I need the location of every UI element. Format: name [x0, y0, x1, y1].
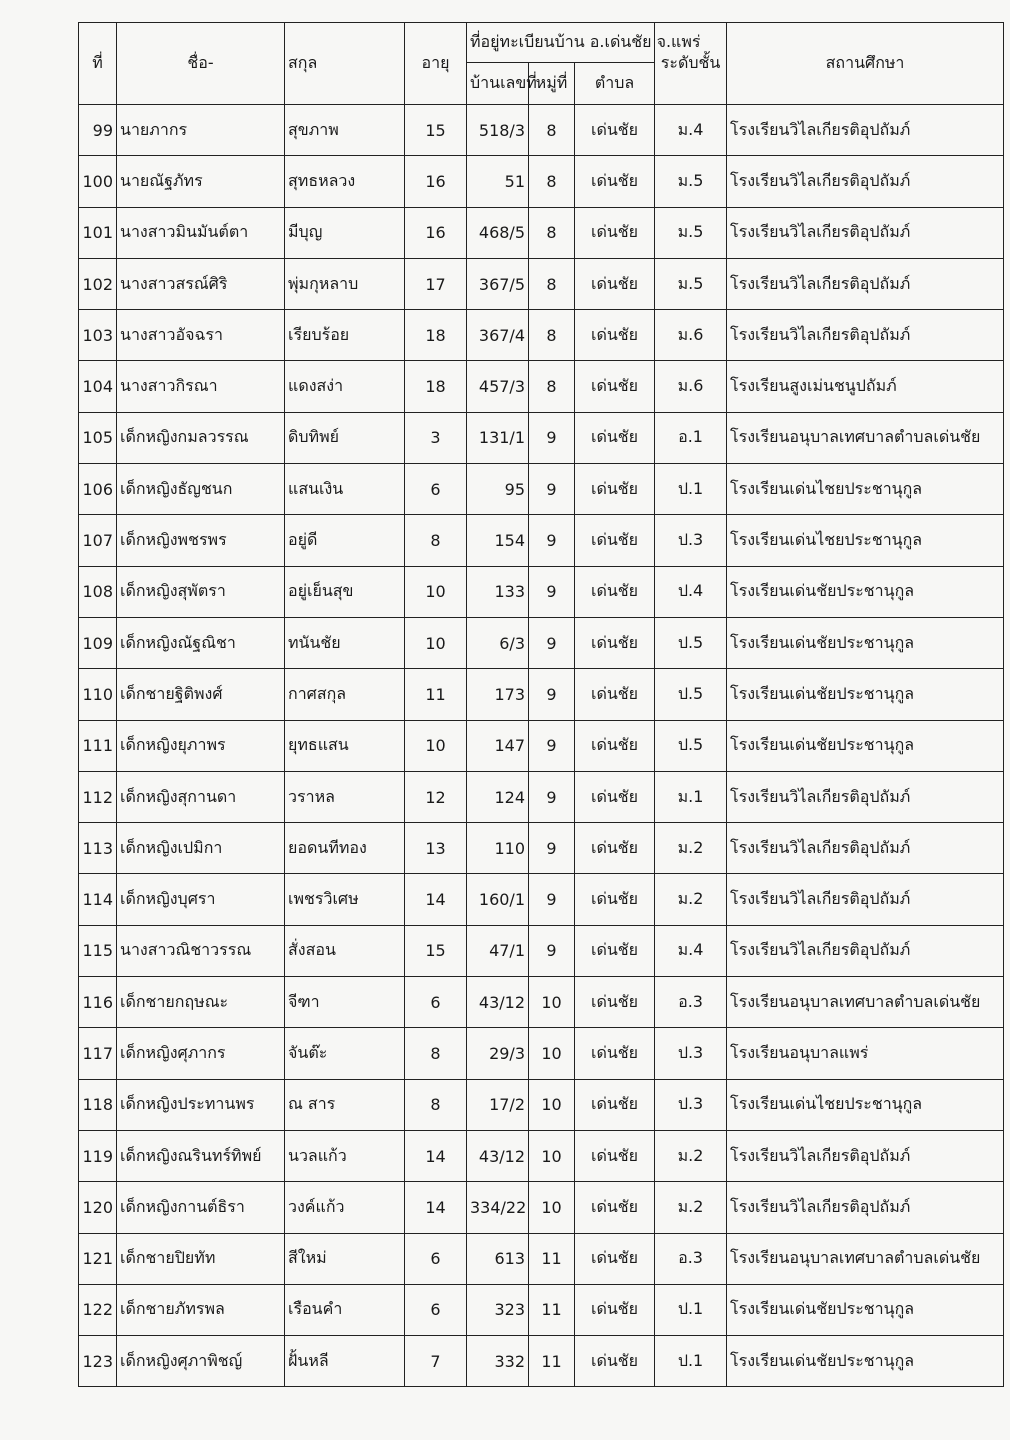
row-number: 111	[79, 720, 117, 771]
school-cell: โรงเรียนเด่นไชยประชานุกูล	[727, 515, 1004, 566]
surname-cell: วงค์แก้ว	[285, 1182, 405, 1233]
house-number-cell: 334/22	[467, 1182, 529, 1233]
house-number-cell: 518/3	[467, 105, 529, 156]
tambon-cell: เด่นชัย	[575, 1182, 655, 1233]
header-school: สถานศึกษา	[727, 23, 1004, 105]
first-name-cell: เด็กหญิงณัฐณิชา	[117, 617, 285, 668]
tambon-cell: เด่นชัย	[575, 207, 655, 258]
table-row	[79, 515, 1004, 566]
school-cell: โรงเรียนเด่นไชยประชานุกูล	[727, 464, 1004, 515]
moo-cell: 11	[529, 1233, 575, 1284]
house-number-cell: 43/12	[467, 1130, 529, 1181]
moo-cell: 11	[529, 1336, 575, 1387]
level-cell: ป.3	[655, 1079, 727, 1130]
age-cell: 10	[405, 617, 467, 668]
table-row	[79, 310, 1004, 361]
tambon-cell: เด่นชัย	[575, 412, 655, 463]
house-number-cell: 613	[467, 1233, 529, 1284]
first-name-cell: นายภากร	[117, 105, 285, 156]
moo-cell: 9	[529, 823, 575, 874]
table-row	[79, 566, 1004, 617]
level-cell: ม.2	[655, 874, 727, 925]
header-tambon: ตำบล	[575, 63, 655, 105]
table-row	[79, 771, 1004, 822]
surname-cell: กาศสกุล	[285, 669, 405, 720]
table-row	[79, 207, 1004, 258]
row-number: 118	[79, 1079, 117, 1130]
age-cell: 8	[405, 1028, 467, 1079]
tambon-cell: เด่นชัย	[575, 310, 655, 361]
table-row	[79, 156, 1004, 207]
level-cell: ม.5	[655, 258, 727, 309]
tambon-cell: เด่นชัย	[575, 925, 655, 976]
table-row	[79, 1284, 1004, 1335]
first-name-cell: เด็กหญิงศุภากร	[117, 1028, 285, 1079]
tambon-cell: เด่นชัย	[575, 1284, 655, 1335]
moo-cell: 9	[529, 464, 575, 515]
level-cell: ม.1	[655, 771, 727, 822]
age-cell: 7	[405, 1336, 467, 1387]
tambon-cell: เด่นชัย	[575, 823, 655, 874]
table-row	[79, 720, 1004, 771]
header-house: บ้านเลขที่	[467, 63, 529, 105]
row-number: 106	[79, 464, 117, 515]
surname-cell: มีบุญ	[285, 207, 405, 258]
level-cell: อ.3	[655, 1233, 727, 1284]
first-name-cell: เด็กชายกฤษณะ	[117, 977, 285, 1028]
age-cell: 3	[405, 412, 467, 463]
level-cell: ม.4	[655, 105, 727, 156]
level-cell: ป.5	[655, 669, 727, 720]
level-cell: ม.6	[655, 310, 727, 361]
surname-cell: ดิบทิพย์	[285, 412, 405, 463]
school-cell: โรงเรียนเด่นชัยประชานุกูล	[727, 617, 1004, 668]
moo-cell: 10	[529, 1028, 575, 1079]
moo-cell: 9	[529, 515, 575, 566]
house-number-cell: 29/3	[467, 1028, 529, 1079]
moo-cell: 8	[529, 156, 575, 207]
level-cell: ป.5	[655, 617, 727, 668]
house-number-cell: 51	[467, 156, 529, 207]
surname-cell: วราหล	[285, 771, 405, 822]
moo-cell: 10	[529, 1079, 575, 1130]
level-cell: ป.1	[655, 1284, 727, 1335]
age-cell: 14	[405, 1130, 467, 1181]
moo-cell: 9	[529, 720, 575, 771]
age-cell: 6	[405, 464, 467, 515]
age-cell: 15	[405, 925, 467, 976]
age-cell: 15	[405, 105, 467, 156]
age-cell: 8	[405, 1079, 467, 1130]
table-row	[79, 1079, 1004, 1130]
table-row	[79, 1336, 1004, 1387]
row-number: 99	[79, 105, 117, 156]
house-number-cell: 110	[467, 823, 529, 874]
row-number: 120	[79, 1182, 117, 1233]
level-cell: อ.3	[655, 977, 727, 1028]
moo-cell: 8	[529, 258, 575, 309]
row-number: 103	[79, 310, 117, 361]
table-row	[79, 1028, 1004, 1079]
level-cell: ม.2	[655, 1182, 727, 1233]
age-cell: 12	[405, 771, 467, 822]
school-cell: โรงเรียนวิไลเกียรติอุปถัมภ์	[727, 207, 1004, 258]
surname-cell: อยู่ดี	[285, 515, 405, 566]
age-cell: 14	[405, 1182, 467, 1233]
school-cell: โรงเรียนวิไลเกียรติอุปถัมภ์	[727, 1182, 1004, 1233]
school-cell: โรงเรียนสูงเม่นชนูปถัมภ์	[727, 361, 1004, 412]
surname-cell: พุ่มกุหลาบ	[285, 258, 405, 309]
surname-cell: ณ สาร	[285, 1079, 405, 1130]
row-number: 107	[79, 515, 117, 566]
school-cell: โรงเรียนวิไลเกียรติอุปถัมภ์	[727, 258, 1004, 309]
header-level: ระดับชั้น	[655, 23, 727, 105]
age-cell: 16	[405, 207, 467, 258]
house-number-cell: 147	[467, 720, 529, 771]
age-cell: 10	[405, 720, 467, 771]
first-name-cell: นางสาวมินมันต์ตา	[117, 207, 285, 258]
header-no: ที่	[79, 23, 117, 105]
row-number: 114	[79, 874, 117, 925]
surname-cell: สุทธหลวง	[285, 156, 405, 207]
row-number: 123	[79, 1336, 117, 1387]
tambon-cell: เด่นชัย	[575, 515, 655, 566]
tambon-cell: เด่นชัย	[575, 1079, 655, 1130]
row-number: 102	[79, 258, 117, 309]
first-name-cell: เด็กหญิงประทานพร	[117, 1079, 285, 1130]
moo-cell: 8	[529, 207, 575, 258]
first-name-cell: เด็กหญิงกมลวรรณ	[117, 412, 285, 463]
age-cell: 18	[405, 361, 467, 412]
row-number: 104	[79, 361, 117, 412]
school-cell: โรงเรียนเด่นชัยประชานุกูล	[727, 720, 1004, 771]
surname-cell: สุขภาพ	[285, 105, 405, 156]
school-cell: โรงเรียนวิไลเกียรติอุปถัมภ์	[727, 105, 1004, 156]
house-number-cell: 95	[467, 464, 529, 515]
school-cell: โรงเรียนวิไลเกียรติอุปถัมภ์	[727, 925, 1004, 976]
surname-cell: เรือนคำ	[285, 1284, 405, 1335]
table-row	[79, 669, 1004, 720]
first-name-cell: เด็กหญิงศุภาพิชญ์	[117, 1336, 285, 1387]
house-number-cell: 332	[467, 1336, 529, 1387]
table-row	[79, 464, 1004, 515]
table-row	[79, 258, 1004, 309]
row-number: 108	[79, 566, 117, 617]
table-row	[79, 925, 1004, 976]
first-name-cell: เด็กชายปิยทัท	[117, 1233, 285, 1284]
tambon-cell: เด่นชัย	[575, 720, 655, 771]
moo-cell: 9	[529, 925, 575, 976]
surname-cell: เรียบร้อย	[285, 310, 405, 361]
tambon-cell: เด่นชัย	[575, 566, 655, 617]
first-name-cell: เด็กหญิงสุพัตรา	[117, 566, 285, 617]
first-name-cell: เด็กชายฐิติพงศ์	[117, 669, 285, 720]
row-number: 121	[79, 1233, 117, 1284]
age-cell: 14	[405, 874, 467, 925]
surname-cell: อยู่เย็นสุข	[285, 566, 405, 617]
surname-cell: นวลแก้ว	[285, 1130, 405, 1181]
house-number-cell: 323	[467, 1284, 529, 1335]
moo-cell: 11	[529, 1284, 575, 1335]
header-age: อายุ	[405, 23, 467, 105]
row-number: 122	[79, 1284, 117, 1335]
first-name-cell: เด็กหญิงยุภาพร	[117, 720, 285, 771]
first-name-cell: เด็กหญิงสุกานดา	[117, 771, 285, 822]
row-number: 110	[79, 669, 117, 720]
level-cell: ป.5	[655, 720, 727, 771]
surname-cell: แดงสง่า	[285, 361, 405, 412]
age-cell: 11	[405, 669, 467, 720]
school-cell: โรงเรียนเด่นชัยประชานุกูล	[727, 566, 1004, 617]
tambon-cell: เด่นชัย	[575, 464, 655, 515]
table-row	[79, 617, 1004, 668]
student-table	[78, 22, 1004, 1387]
surname-cell: สั่งสอน	[285, 925, 405, 976]
moo-cell: 9	[529, 566, 575, 617]
level-cell: ม.6	[655, 361, 727, 412]
surname-cell: ทนันชัย	[285, 617, 405, 668]
moo-cell: 9	[529, 412, 575, 463]
level-cell: ป.4	[655, 566, 727, 617]
house-number-cell: 457/3	[467, 361, 529, 412]
moo-cell: 9	[529, 771, 575, 822]
house-number-cell: 131/1	[467, 412, 529, 463]
house-number-cell: 173	[467, 669, 529, 720]
level-cell: อ.1	[655, 412, 727, 463]
surname-cell: จันต๊ะ	[285, 1028, 405, 1079]
tambon-cell: เด่นชัย	[575, 105, 655, 156]
header-name: ชื่อ-	[117, 23, 285, 105]
moo-cell: 8	[529, 105, 575, 156]
first-name-cell: เด็กหญิงเปมิกา	[117, 823, 285, 874]
level-cell: ม.2	[655, 823, 727, 874]
row-number: 113	[79, 823, 117, 874]
table-row	[79, 874, 1004, 925]
school-cell: โรงเรียนอนุบาลเทศบาลตำบลเด่นชัย	[727, 1233, 1004, 1284]
level-cell: ป.3	[655, 1028, 727, 1079]
level-cell: ป.1	[655, 1336, 727, 1387]
moo-cell: 8	[529, 361, 575, 412]
house-number-cell: 367/4	[467, 310, 529, 361]
moo-cell: 9	[529, 617, 575, 668]
row-number: 109	[79, 617, 117, 668]
surname-cell: แสนเงิน	[285, 464, 405, 515]
table-header	[79, 23, 1004, 105]
level-cell: ม.2	[655, 1130, 727, 1181]
house-number-cell: 124	[467, 771, 529, 822]
table-row	[79, 361, 1004, 412]
tambon-cell: เด่นชัย	[575, 156, 655, 207]
tambon-cell: เด่นชัย	[575, 669, 655, 720]
house-number-cell: 6/3	[467, 617, 529, 668]
tambon-cell: เด่นชัย	[575, 874, 655, 925]
school-cell: โรงเรียนเด่นไชยประชานุกูล	[727, 1079, 1004, 1130]
house-number-cell: 160/1	[467, 874, 529, 925]
tambon-cell: เด่นชัย	[575, 1233, 655, 1284]
first-name-cell: นางสาวสรณ์ศิริ	[117, 258, 285, 309]
first-name-cell: นางสาวอัจฉรา	[117, 310, 285, 361]
age-cell: 13	[405, 823, 467, 874]
first-name-cell: เด็กหญิงธัญชนก	[117, 464, 285, 515]
school-cell: โรงเรียนเด่นชัยประชานุกูล	[727, 669, 1004, 720]
age-cell: 6	[405, 1233, 467, 1284]
tambon-cell: เด่นชัย	[575, 361, 655, 412]
table-row	[79, 1233, 1004, 1284]
surname-cell: ยอดนทีทอง	[285, 823, 405, 874]
house-number-cell: 154	[467, 515, 529, 566]
moo-cell: 10	[529, 1130, 575, 1181]
level-cell: ม.5	[655, 156, 727, 207]
first-name-cell: นายณัฐภัทร	[117, 156, 285, 207]
moo-cell: 9	[529, 669, 575, 720]
school-cell: โรงเรียนอนุบาลเทศบาลตำบลเด่นชัย	[727, 412, 1004, 463]
school-cell: โรงเรียนวิไลเกียรติอุปถัมภ์	[727, 1130, 1004, 1181]
table-body	[79, 105, 1004, 1387]
moo-cell: 10	[529, 1182, 575, 1233]
tambon-cell: เด่นชัย	[575, 617, 655, 668]
row-number: 100	[79, 156, 117, 207]
age-cell: 17	[405, 258, 467, 309]
school-cell: โรงเรียนเด่นชัยประชานุกูล	[727, 1336, 1004, 1387]
table-row	[79, 823, 1004, 874]
school-cell: โรงเรียนอนุบาลแพร่	[727, 1028, 1004, 1079]
tambon-cell: เด่นชัย	[575, 1130, 655, 1181]
age-cell: 6	[405, 1284, 467, 1335]
first-name-cell: นางสาวกิรณา	[117, 361, 285, 412]
level-cell: ม.4	[655, 925, 727, 976]
school-cell: โรงเรียนวิไลเกียรติอุปถัมภ์	[727, 823, 1004, 874]
age-cell: 6	[405, 977, 467, 1028]
header-address: ที่อยู่ทะเบียนบ้าน อ.เด่นชัย จ.แพร่	[467, 23, 655, 63]
tambon-cell: เด่นชัย	[575, 1336, 655, 1387]
house-number-cell: 367/5	[467, 258, 529, 309]
first-name-cell: เด็กหญิงณรินทร์ทิพย์	[117, 1130, 285, 1181]
surname-cell: สีใหม่	[285, 1233, 405, 1284]
header-surname: สกุล	[285, 23, 405, 105]
moo-cell: 10	[529, 977, 575, 1028]
row-number: 116	[79, 977, 117, 1028]
school-cell: โรงเรียนวิไลเกียรติอุปถัมภ์	[727, 310, 1004, 361]
house-number-cell: 43/12	[467, 977, 529, 1028]
house-number-cell: 468/5	[467, 207, 529, 258]
first-name-cell: เด็กหญิงกานต์ธิรา	[117, 1182, 285, 1233]
row-number: 115	[79, 925, 117, 976]
level-cell: ป.1	[655, 464, 727, 515]
tambon-cell: เด่นชัย	[575, 1028, 655, 1079]
house-number-cell: 17/2	[467, 1079, 529, 1130]
house-number-cell: 47/1	[467, 925, 529, 976]
row-number: 112	[79, 771, 117, 822]
table-row	[79, 412, 1004, 463]
row-number: 117	[79, 1028, 117, 1079]
level-cell: ป.3	[655, 515, 727, 566]
first-name-cell: เด็กหญิงพชรพร	[117, 515, 285, 566]
first-name-cell: นางสาวณิชาวรรณ	[117, 925, 285, 976]
house-number-cell: 133	[467, 566, 529, 617]
school-cell: โรงเรียนเด่นชัยประชานุกูล	[727, 1284, 1004, 1335]
row-number: 101	[79, 207, 117, 258]
moo-cell: 8	[529, 310, 575, 361]
age-cell: 10	[405, 566, 467, 617]
age-cell: 18	[405, 310, 467, 361]
tambon-cell: เด่นชัย	[575, 771, 655, 822]
surname-cell: เพชรวิเศษ	[285, 874, 405, 925]
first-name-cell: เด็กชายภัทรพล	[117, 1284, 285, 1335]
table-row	[79, 1182, 1004, 1233]
first-name-cell: เด็กหญิงบุศรา	[117, 874, 285, 925]
tambon-cell: เด่นชัย	[575, 258, 655, 309]
table-row	[79, 1130, 1004, 1181]
surname-cell: จีฑา	[285, 977, 405, 1028]
table-row	[79, 105, 1004, 156]
age-cell: 16	[405, 156, 467, 207]
tambon-cell: เด่นชัย	[575, 977, 655, 1028]
table-row	[79, 977, 1004, 1028]
header-moo: หมู่ที่	[529, 63, 575, 105]
moo-cell: 9	[529, 874, 575, 925]
school-cell: โรงเรียนวิไลเกียรติอุปถัมภ์	[727, 156, 1004, 207]
surname-cell: ยุทธแสน	[285, 720, 405, 771]
school-cell: โรงเรียนวิไลเกียรติอุปถัมภ์	[727, 874, 1004, 925]
row-number: 105	[79, 412, 117, 463]
school-cell: โรงเรียนวิไลเกียรติอุปถัมภ์	[727, 771, 1004, 822]
row-number: 119	[79, 1130, 117, 1181]
surname-cell: ฝั้นหลี	[285, 1336, 405, 1387]
age-cell: 8	[405, 515, 467, 566]
level-cell: ม.5	[655, 207, 727, 258]
school-cell: โรงเรียนอนุบาลเทศบาลตำบลเด่นชัย	[727, 977, 1004, 1028]
